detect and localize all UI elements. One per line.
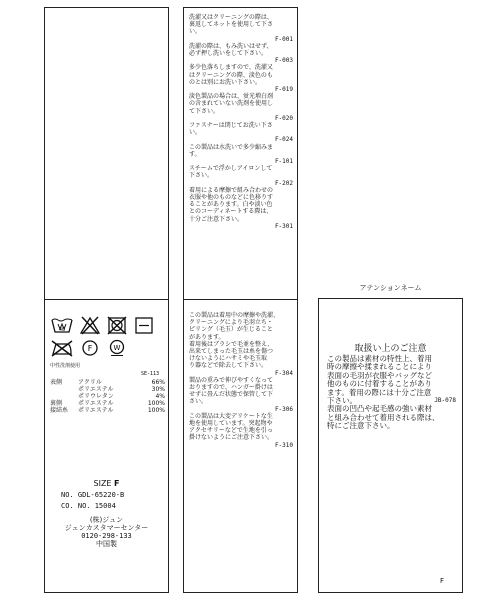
detergent-note: 中性洗剤使用 (50, 363, 81, 369)
material-name: ポリエステル (78, 407, 114, 414)
instruction-item (189, 144, 293, 166)
material-row (50, 393, 165, 400)
no-bleach-icon (79, 315, 101, 335)
instruction-item (189, 122, 293, 144)
instruction-code: F-301 (274, 222, 293, 230)
caution-heading: 取扱い上のご注意 (354, 344, 427, 354)
caution-code: JB-078 (434, 397, 456, 404)
instruction-text: 洗濯の際は、もみ洗いはせず、 必ず押し洗いをして下さい。 (189, 42, 273, 58)
material-location (50, 386, 78, 393)
instruction-code: F-310 (274, 441, 293, 449)
divider (184, 299, 297, 300)
instruction-code: F-003 (274, 57, 293, 65)
material-percent: 100% (147, 407, 165, 414)
instruction-text: この製品は水洗いで多少縮みま す。 (189, 143, 274, 158)
material-name: アクリル (78, 379, 102, 386)
dry-clean-f-icon (79, 339, 101, 357)
no-tumble-dry-icon (106, 315, 128, 335)
material-location: 裏側 (50, 400, 63, 407)
instruction-item (189, 93, 293, 122)
instruction-text: スチームで浮かしアイロンして 下さい。 (189, 165, 273, 180)
instruction-code: F-001 (274, 35, 293, 43)
instruction-code: F-024 (274, 136, 293, 144)
instruction-code: F-019 (274, 86, 293, 94)
instruction-text: 洗濯又はクリーニングの際は、 裏返してネットを使用して下さ い。 (189, 14, 274, 36)
care-label-middle (183, 7, 298, 593)
instruction-code: F-202 (274, 179, 293, 187)
material-location: 接結糸 (50, 407, 69, 414)
f-mark: F (439, 577, 444, 585)
material-percent: 30% (151, 386, 165, 393)
instruction-text: 多少色落ちしますので、洗濯又 はクリーニングの際、淡色のも のとは別にお洗い下さい。 (189, 64, 273, 86)
instruction-item (189, 312, 293, 377)
material-percent: 4% (155, 393, 165, 400)
material-name: ポリウレタン (78, 393, 114, 400)
customer-center: ジュンカスタマーセンター (64, 524, 149, 532)
care-instructions-top (189, 14, 293, 230)
instruction-item (189, 43, 293, 65)
size-info (45, 479, 168, 488)
attention-name-title: アテンションネーム (359, 284, 422, 292)
instruction-code: F-101 (274, 158, 293, 166)
care-symbols (50, 315, 155, 358)
material-row (50, 400, 165, 407)
instruction-item (189, 377, 293, 413)
instruction-text: この製品は大変デリケートな生 地を使用しています。突起物や アクセサリーなどで生地を引っ 掛けないようにご注意下さい。 (189, 412, 274, 442)
company-phone: 0120-298-133 (81, 532, 132, 540)
material-name: ポリエステル (78, 400, 114, 407)
material-row (50, 386, 165, 393)
dry-flat-icon (133, 315, 155, 335)
svg-text:W: W (113, 344, 121, 352)
company-name: (株)ジュン (89, 516, 124, 524)
material-composition (50, 379, 165, 414)
caution-body: この製品は素材の特性上、着用 時の摩擦や揉まれることにより 表面の毛羽が衣服やバッグなど 他のものに付着することがあり ます。着用の際には十分ご注意 下さい。 表面の凹凸や起毛感の強い素材 と組み合わせて着用される際は、 特にご注意下さい。 (327, 354, 440, 431)
care-instructions-bottom (189, 312, 293, 449)
svg-text:40: 40 (58, 327, 66, 333)
co-number: CO. NO. 15004 (61, 502, 116, 510)
material-name: ポリエステル (78, 386, 114, 393)
size-label: SIZE (93, 479, 112, 488)
material-row (50, 407, 165, 414)
instruction-code: F-304 (274, 369, 293, 377)
company-info (45, 516, 168, 548)
attention-label (318, 298, 463, 593)
material-location: 表側 (50, 379, 63, 386)
instruction-item (189, 187, 293, 230)
instruction-item (189, 165, 293, 187)
no-iron-icon (50, 339, 74, 357)
instruction-item (189, 413, 293, 449)
instruction-text: 製品の重みで伸びやすくなって おりますので、ハンガー掛けは せずに畳んだ状態で保管して下 さい。 (189, 376, 274, 406)
material-row (50, 379, 165, 386)
instruction-item (189, 64, 293, 93)
material-percent: 100% (147, 400, 165, 407)
svg-text:F: F (87, 344, 93, 353)
instruction-code: F-020 (274, 114, 293, 122)
wash-40-hand-icon (50, 315, 74, 335)
wet-clean-w-icon (106, 339, 128, 357)
instruction-code: F-306 (274, 405, 293, 413)
size-value: F (114, 479, 120, 488)
instruction-item (189, 14, 293, 43)
divider (45, 299, 168, 300)
material-percent: 66% (151, 379, 165, 386)
instruction-text: 着用による摩擦で組み合わせの 衣服や他のものなどに色移りす ることがあります。白や淡い色 とのコーディネートする際は、 十分ご注意下さい。 (189, 186, 274, 223)
care-code: SE-113 (141, 371, 160, 377)
product-number: NO. GDL-65220-B (61, 491, 125, 499)
instruction-text: 淡色製品の場合は、蛍光増白剤 の含まれていない洗剤を使用し て下さい。 (189, 93, 274, 115)
care-label-left (44, 7, 169, 593)
material-location (50, 393, 78, 400)
country-of-origin: 中国製 (96, 540, 117, 548)
instruction-text: この製品は着用中の摩擦や洗濯、 クリーニングにより毛羽立ち・ ピリング（毛玉）が生じること があります。 着用後はブラシで毛並を整え、 出来てしまった毛玉は糸を傷つ けないようにハサミや毛玉取 り器などで除去して下さい。 (189, 312, 280, 370)
instruction-text: ファスナーは閉じてお洗い下さ い。 (189, 122, 273, 137)
